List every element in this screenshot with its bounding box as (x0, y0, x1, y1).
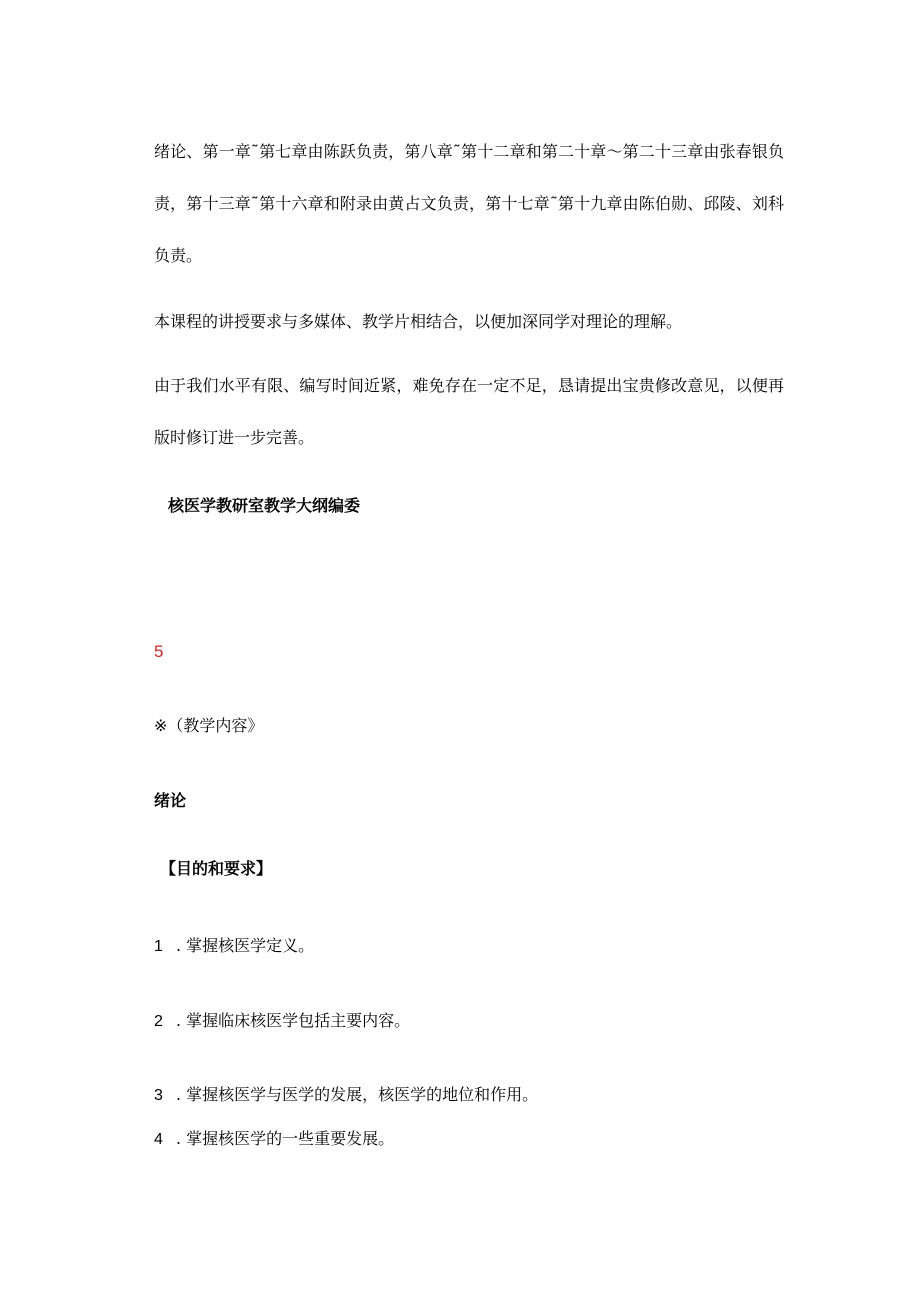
objective-item (154, 1126, 394, 1149)
objective-number: 2 (154, 1013, 163, 1030)
objective-item (154, 1082, 538, 1105)
page-number: 5 (154, 642, 164, 661)
objective-text: . 掌握临床核医学包括主要内容。 (176, 1011, 411, 1030)
objective-text: . 掌握核医学的一些重要发展。 (176, 1129, 395, 1148)
preface-paragraph-authors: 绪论、第一章˜第七章由陈跃负责，第八章˜第十二章和第二十章～第二十三章由张春银负责，第十三章˜第十六章和附录由黄占文负责，第十七章˜第十九章由陈伯勋、邱陵、刘科负责。 (154, 142, 784, 265)
objective-item (154, 1008, 410, 1031)
objectives-heading: 【目的和要求】 (160, 859, 273, 878)
chapter-title: 绪论 (154, 791, 187, 810)
objective-text: . 掌握核医学定义。 (176, 936, 315, 955)
section-marker: ※（教学内容》 (154, 716, 264, 735)
preface-paragraph-teaching: 本课程的讲授要求与多媒体、教学片相结合，以便加深同学对理论的理解。 (154, 312, 683, 331)
objective-number: 3 (154, 1087, 163, 1104)
objective-number: 4 (154, 1131, 163, 1148)
objective-number: 1 (154, 938, 163, 955)
objective-item (154, 933, 314, 956)
preface-signature: 核医学教研室教学大纲编委 (168, 496, 361, 515)
objective-text: . 掌握核医学与医学的发展，核医学的地位和作用。 (176, 1085, 539, 1104)
preface-paragraph-feedback: 由于我们水平有限、编写时间近紧，难免存在一定不足，恳请提出宝贵修改意见，以便再版时修订进一步完善。 (154, 376, 784, 447)
